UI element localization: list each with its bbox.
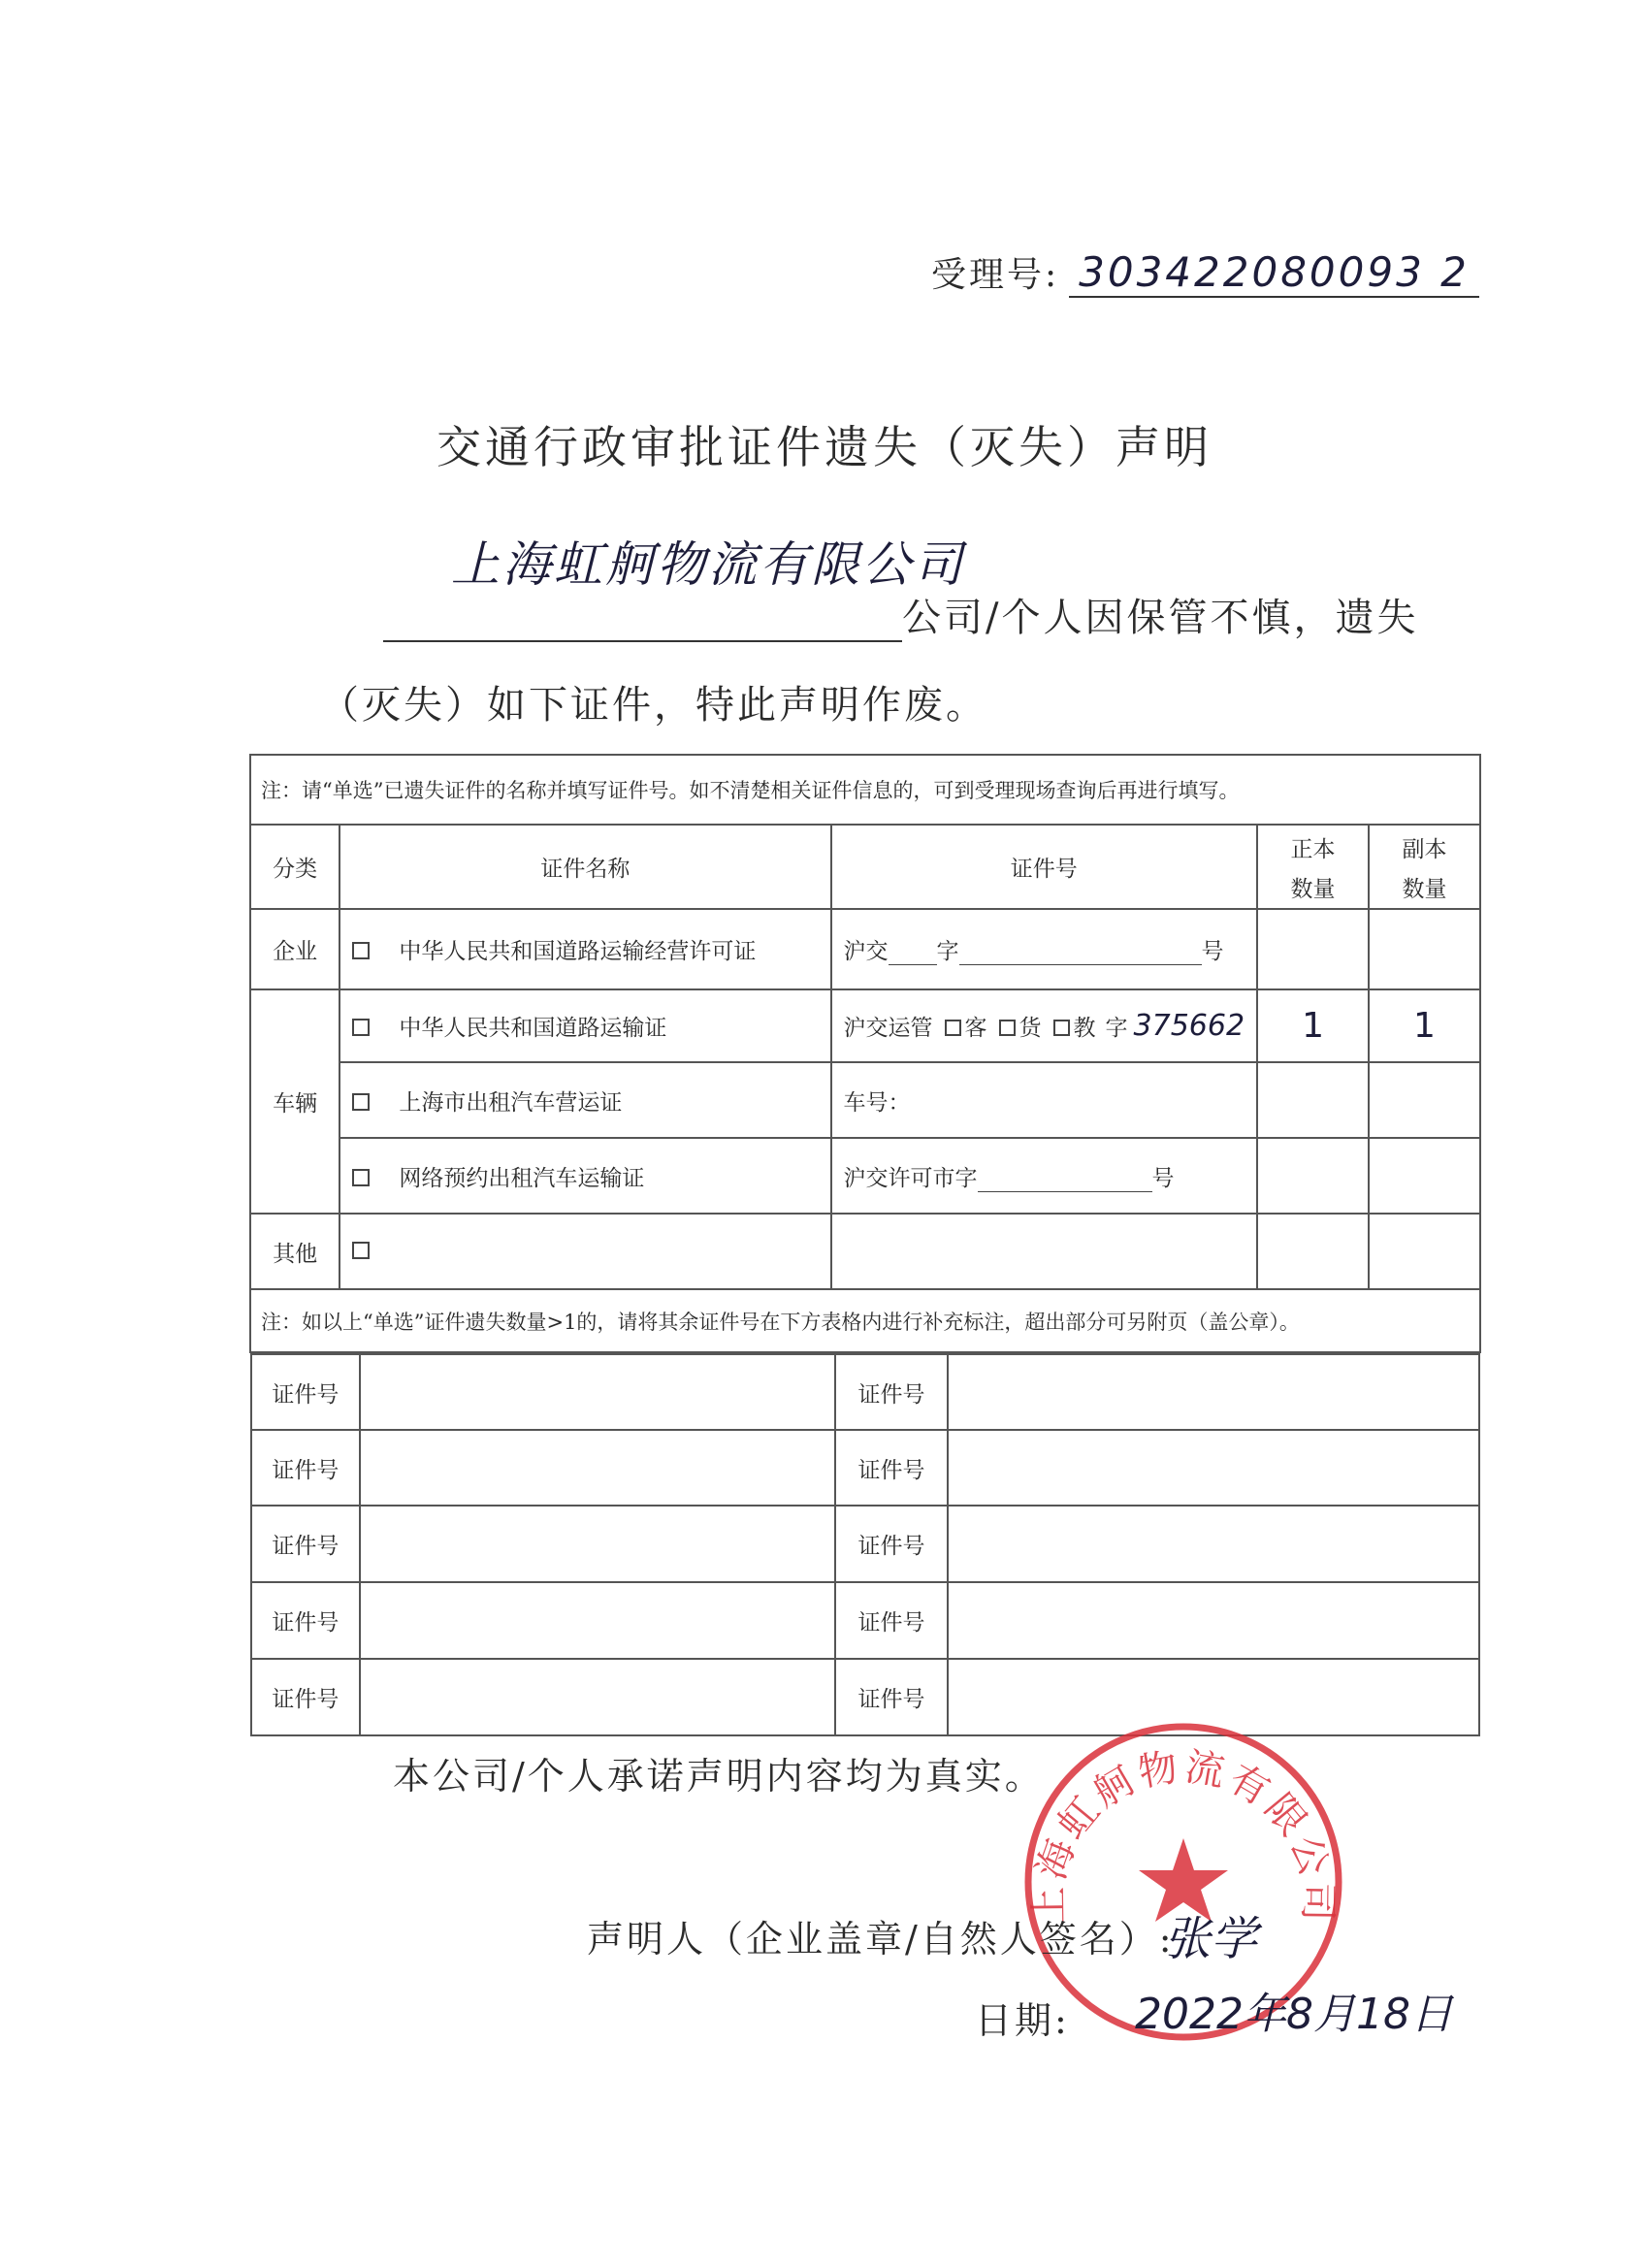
extra-label-right: 证件号 [835,1582,948,1659]
extra-numbers-table [250,1353,1480,1736]
header-original-qty [1257,825,1369,909]
vehicle-row-3-copy-qty[interactable] [1369,1138,1480,1214]
vehicle-row-3-number-cell[interactable] [831,1138,1258,1214]
vehicle-row-1-original-qty-value: 1 [1302,1006,1324,1046]
header-copy-qty-line1: 副本 [1402,836,1447,862]
declaration-line-1-text: 公司/个人因保管不慎，遗失 [902,596,1419,640]
extra-label-left: 证件号 [251,1506,360,1582]
vehicle-row-3-num-prefix: 沪交许可市字 [843,1165,978,1191]
top-note: 注：请“单选”已遗失证件的名称并填写证件号。如不清楚相关证件信息的，可到受理现场查询后再进行填写。 [250,755,1480,825]
vehicle-category: 车辆 [250,989,340,1214]
enterprise-copy-qty[interactable] [1369,909,1480,989]
extra-value-right[interactable] [948,1582,1479,1659]
extra-label-right: 证件号 [835,1354,948,1430]
enterprise-name-cell [340,909,830,989]
vehicle-row-2-name: 上海市出租汽车营运证 [399,1089,623,1116]
other-name-cell [340,1214,830,1289]
header-original-qty-line1: 正本 [1290,836,1336,862]
extra-label-left: 证件号 [251,1354,360,1430]
enterprise-num-mid: 字 [936,939,959,964]
enterprise-number-cell[interactable] [831,909,1258,989]
extra-row [251,1506,1479,1582]
enterprise-original-qty[interactable] [1257,909,1369,989]
svg-text:上海虹舸物流有限公司: 上海虹舸物流有限公司 [1026,1744,1341,1926]
vehicle-row-2-copy-qty[interactable] [1369,1062,1480,1138]
header-original-qty-line2: 数量 [1290,876,1336,902]
acceptance-label: 受理号: [931,255,1060,295]
bottom-note-row [250,1289,1480,1352]
extra-numbers-container [250,1352,1480,1736]
extra-value-left[interactable] [360,1582,835,1659]
vehicle-row-2 [250,1062,1480,1138]
extra-value-right[interactable] [948,1506,1479,1582]
option-passenger-checkbox[interactable] [945,1020,961,1036]
vehicle-row-3-name-cell [340,1138,830,1214]
other-row [250,1214,1480,1289]
enterprise-num-prefix: 沪交 [843,939,889,964]
vehicle-row-3 [250,1138,1480,1214]
top-note-row [250,755,1480,825]
other-category: 其他 [250,1214,340,1289]
extra-value-left[interactable] [360,1430,835,1506]
option-training-label: 教 [1073,1016,1096,1041]
vehicle-row-3-checkbox[interactable] [352,1169,370,1186]
other-copy-qty[interactable] [1369,1214,1480,1289]
extra-label-right: 证件号 [835,1506,948,1582]
declaration-line-1 [383,536,1419,642]
vehicle-row-1-num-handwritten: 375662 [1133,1009,1245,1043]
other-original-qty[interactable] [1257,1214,1369,1289]
declarant-signature: 张学 [1164,1912,1258,1966]
extra-label-right: 证件号 [835,1430,948,1506]
other-checkbox[interactable] [352,1242,370,1259]
promise-statement: 本公司/个人承诺声明内容均为真实。 [393,1755,1045,1798]
enterprise-num-blank-1[interactable] [889,945,937,965]
option-cargo-label: 货 [1018,1016,1042,1041]
vehicle-row-2-number-cell[interactable] [831,1062,1258,1138]
vehicle-row-1-original-qty[interactable] [1257,989,1369,1062]
vehicle-row-1-num-mid: 字 [1105,1016,1128,1041]
extra-row [251,1582,1479,1659]
extra-label-left: 证件号 [251,1659,360,1735]
enterprise-name: 中华人民共和国道路运输经营许可证 [399,939,757,964]
acceptance-number-value: 303422080093 2 [1069,248,1479,298]
enterprise-num-suffix: 号 [1201,939,1224,964]
extra-value-right[interactable] [948,1430,1479,1506]
header-category: 分类 [250,825,340,909]
vehicle-row-2-num-label: 车号： [843,1089,911,1116]
enterprise-checkbox[interactable] [352,942,370,959]
acceptance-number [931,247,1479,298]
extra-label-right: 证件号 [835,1659,948,1735]
vehicle-row-3-original-qty[interactable] [1257,1138,1369,1214]
vehicle-row-1-checkbox[interactable] [352,1019,370,1036]
option-cargo-checkbox[interactable] [999,1020,1016,1036]
vehicle-row-1-copy-qty-value: 1 [1413,1006,1436,1046]
extra-row [251,1354,1479,1430]
extra-row [251,1430,1479,1506]
vehicle-row-1-copy-qty[interactable] [1369,989,1480,1062]
option-passenger-label: 客 [964,1016,987,1041]
declarant-label: 声明人（企业盖章/自然人签名）: [587,1918,1175,1960]
extra-value-left[interactable] [360,1506,835,1582]
enterprise-category: 企业 [250,909,340,989]
extra-value-right[interactable] [948,1354,1479,1430]
company-name-field[interactable] [383,536,965,642]
header-name: 证件名称 [340,825,830,909]
vehicle-row-3-num-suffix: 号 [1151,1165,1175,1191]
header-number: 证件号 [831,825,1258,909]
header-row [250,825,1480,909]
vehicle-row-3-name: 网络预约出租汽车运输证 [399,1165,645,1191]
enterprise-num-blank-2[interactable] [959,945,1202,965]
extra-label-left: 证件号 [251,1582,360,1659]
vehicle-row-1-number-cell[interactable] [831,989,1258,1062]
vehicle-row-2-original-qty[interactable] [1257,1062,1369,1138]
extra-label-left: 证件号 [251,1430,360,1506]
vehicle-row-1-num-prefix: 沪交运管 [843,1016,933,1041]
extra-value-left[interactable] [360,1354,835,1430]
header-copy-qty-line2: 数量 [1402,876,1447,902]
vehicle-row-2-name-cell [340,1062,830,1138]
header-copy-qty [1369,825,1480,909]
certificate-form-table [249,754,1481,1736]
vehicle-row-1-name: 中华人民共和国道路运输证 [399,1016,667,1041]
option-training-checkbox[interactable] [1053,1020,1070,1036]
vehicle-row-1-name-cell [340,989,830,1062]
vehicle-row-3-num-blank[interactable] [978,1172,1152,1192]
document-title: 交通行政审批证件遗失（灭失）声明 [436,421,1212,473]
company-name-handwritten: 上海虹舸物流有限公司 [451,536,965,593]
bottom-note: 注：如以上“单选”证件遗失数量>1的，请将其余证件号在下方表格内进行补充标注，超出部分可另附页（盖公章）。 [250,1289,1480,1352]
date-label: 日期: [975,1999,1070,2042]
enterprise-row [250,909,1480,989]
declaration-line-2: （灭失）如下证件，特此声明作废。 [320,683,987,728]
extra-value-left[interactable] [360,1659,835,1735]
date-value-handwritten: 2022年8月18日 [1135,1990,1453,2039]
vehicle-row-2-checkbox[interactable] [352,1093,370,1111]
other-number-cell[interactable] [831,1214,1258,1289]
vehicle-row-1 [250,989,1480,1062]
